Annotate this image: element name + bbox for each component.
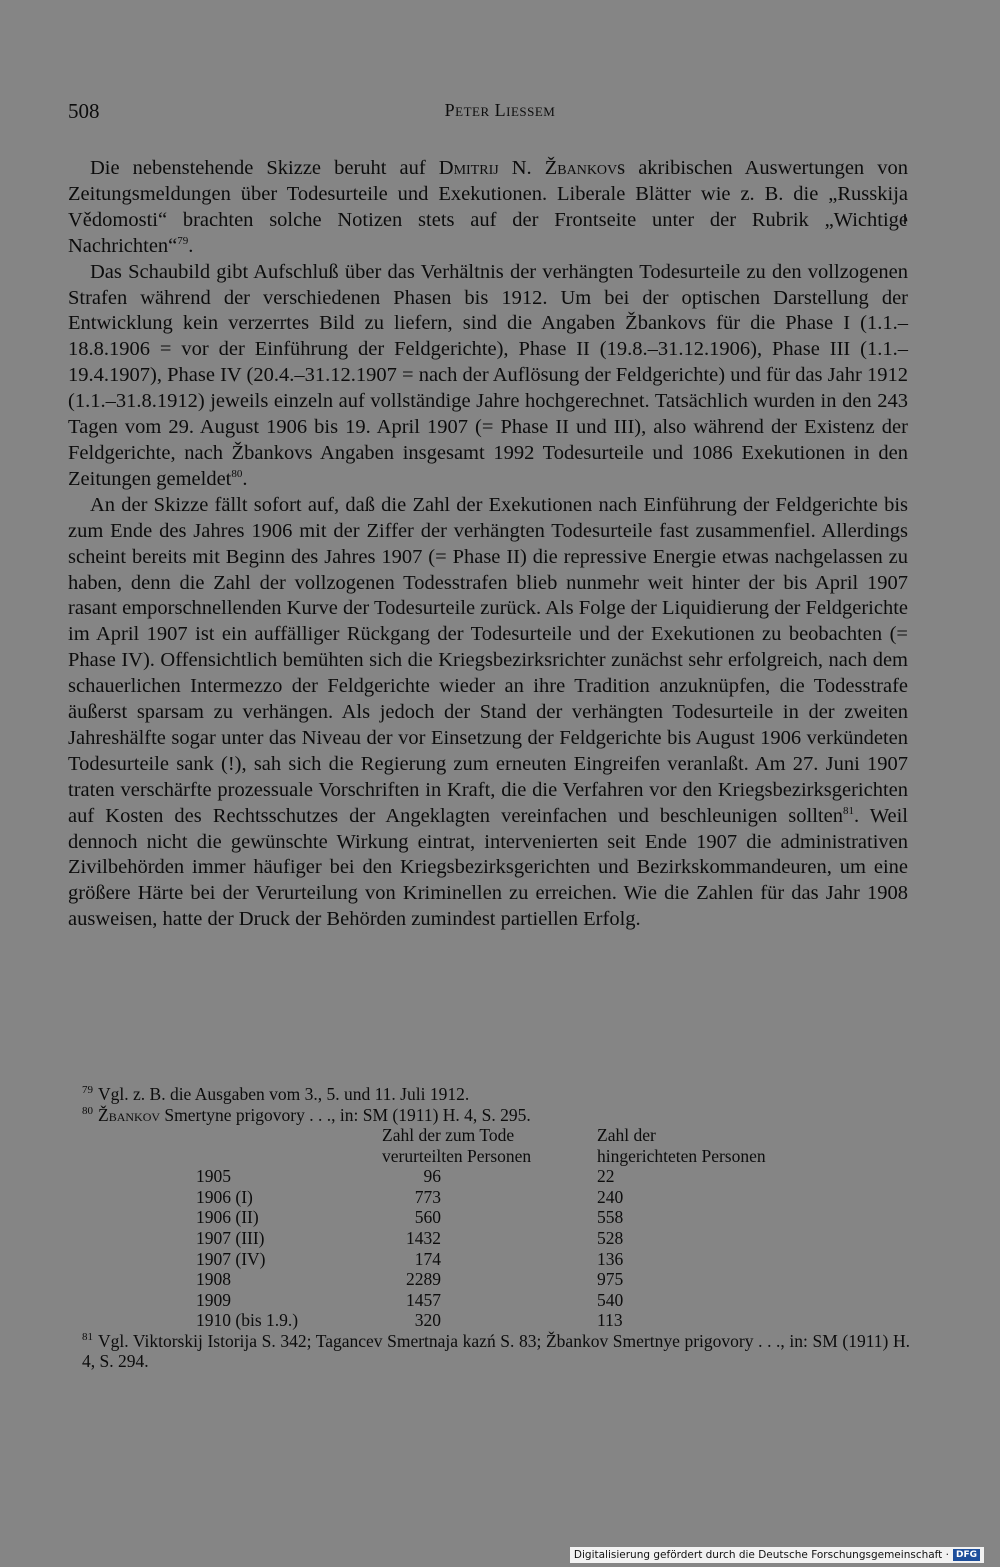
- paragraph-1-text: s akribischen Auswertungen von Zeitungsmeldungen über Todesurteile und Exekutionen. Liberale Blätter wie z. B. die „Russkija Vědomosti“ brachten solche Notizen stets auf der Frontseite unter der Rubrik „Wichtige Nachrichten“: [68, 157, 908, 257]
- cell-executed: 540: [597, 1289, 624, 1310]
- body-text: [68, 156, 908, 933]
- cell-period: 1906 (I): [196, 1186, 253, 1207]
- footnote-author: Žbankov: [98, 1104, 161, 1125]
- cell-convicted: 1457: [406, 1289, 441, 1310]
- header-executed: [597, 1125, 837, 1166]
- cell-period: 1907 (IV): [196, 1248, 266, 1269]
- footnote-text: Vgl. z. B. die Ausgaben vom 3., 5. und 11. Juli 1912.: [98, 1084, 470, 1104]
- cell-convicted: 96: [423, 1166, 441, 1187]
- table-row: [182, 1249, 837, 1270]
- table-row: [182, 1310, 837, 1331]
- footnote-text: Smertyne prigovory . . ., in: SM (1911) H. 4, S. 295.: [160, 1104, 531, 1125]
- dfg-logo: DFG: [953, 1549, 980, 1561]
- cell-convicted: 560: [414, 1207, 441, 1228]
- footnote-ref-79[interactable]: 79: [177, 234, 189, 247]
- digitization-credit: [570, 1547, 984, 1563]
- table-row: [182, 1207, 837, 1228]
- cell-convicted: 773: [414, 1186, 441, 1207]
- cell-period: 1909: [196, 1289, 231, 1310]
- table-row: [182, 1166, 837, 1187]
- footnote-number: 79: [82, 1084, 93, 1097]
- author-name: Dmitrij N. Žbankov: [438, 157, 618, 179]
- table-row: [182, 1290, 837, 1311]
- paragraph-3: [68, 493, 908, 933]
- footnote-81: [68, 1331, 910, 1372]
- footnote-ref-80[interactable]: 80: [231, 468, 243, 481]
- footnotes: [68, 1084, 910, 1372]
- statistics-table: [182, 1125, 837, 1331]
- header-executed-line-2: hingerichteten Personen: [597, 1145, 766, 1166]
- cell-convicted: 320: [414, 1310, 441, 1331]
- table-row: [182, 1269, 837, 1290]
- header-convicted-line-1: Zahl der zum Tode: [382, 1125, 515, 1145]
- page-number: 508: [68, 99, 100, 123]
- cell-period: 1910 (bis 1.9.): [196, 1310, 299, 1331]
- cell-period: 1908: [196, 1269, 231, 1290]
- cell-executed: 113: [597, 1310, 623, 1331]
- footnote-number: 80: [82, 1104, 93, 1117]
- paragraph-1-end: .: [188, 234, 194, 257]
- header-convicted: [382, 1125, 597, 1166]
- cell-executed: 558: [597, 1207, 624, 1228]
- header-period: [182, 1125, 382, 1166]
- paragraph-2-end: .: [242, 467, 248, 490]
- paragraph-2: [68, 260, 908, 493]
- paragraph-1-text-start: Die nebenstehende Skizze beruht auf: [90, 157, 439, 179]
- running-head: Peter Liessem: [444, 100, 556, 120]
- header-executed-line-1: Zahl der: [597, 1125, 656, 1145]
- paragraph-3-text: An der Skizze fällt sofort auf, daß die Zahl der Exekutionen nach Einführung der Feldgerichte bis zum Ende des Jahres 1906 mit der Ziffer der verhängten Todesurteile fast zusammenfiel. Allerdings scheint bereits mit Beginn des Jahres 1907 (= Phase II) die repressive Energie etwas nachgelassen zu haben, denn die Zahl der vollzogenen Todesstrafen blieb nunmehr weit hinter der bis April 1907 rasant emporschnellenden Kurve der Todesurteile zurück. Als Folge der Liquidierung der Feldgerichte im April 1907 ist ein auffälliger Rückgang der Todesurteile und der Exekutionen zu beobachten (= Phase IV). Offensichtlich bemühten sich die Kriegsbezirksrichter zunächst sehr erfolgreich, nach dem schauerlichen Intermezzo der Feldgerichte wieder an ihre Tradition anzuknüpfen, die Todesstrafe äußerst sparsam zu verhängen. Als jedoch der Stand der verhängten Todesurteile in der zweiten Jahreshälfte sogar unter das Niveau der vor Einsetzung der Feldgerichte bis August 1906 verkündeten Todesurteile sank (!), sah sich die Regierung zum erneuten Eingreifen veranlaßt. Am 27. Juni 1907 traten verschärfte prozessuale Vorschriften in Kraft, die die Verfahren vor den Kriegsbezirksgerichten auf Kosten des Rechtsschutzes der Angeklagten vereinfachen und beschleunigen sollten: [68, 493, 908, 827]
- table-row: [182, 1228, 837, 1249]
- footnote-80: [68, 1105, 910, 1126]
- paragraph-3-text-end: . Weil dennoch nicht die gewünschte Wirkung eintrat, intervenierten seit Ende 1907 die administrativen Zivilbehörden immer häufiger bei den Kriegsbezirksgerichten und Bezirkskommandeuren, um eine größere Härte bei der Verurteilung von Kriminellen zu erreichen. Wie die Zahlen für das Jahr 1908 ausweisen, hatte der Druck der Behörden zumindest partiellen Erfolg.: [68, 804, 908, 931]
- cell-executed: 975: [597, 1269, 624, 1290]
- cell-executed: 240: [597, 1186, 624, 1207]
- cell-convicted: 2289: [406, 1269, 441, 1290]
- footnote-ref-81[interactable]: 81: [842, 804, 854, 817]
- cell-convicted: 174: [414, 1248, 441, 1269]
- header-convicted-line-2: verurteilten Personen: [382, 1145, 532, 1166]
- footnote-text: Vgl. Viktorskij Istorija S. 342; Tagancev Smertnaja kazń S. 83; Žbankov Smertnye prigovory . . ., in: SM (1911) H. 4, S. 294.: [82, 1330, 910, 1372]
- cell-convicted: 1432: [406, 1227, 441, 1248]
- footnote-79: [68, 1084, 910, 1105]
- cell-period: 1907 (III): [196, 1227, 265, 1248]
- cell-executed: 528: [597, 1227, 624, 1248]
- cell-executed: 22: [597, 1166, 615, 1187]
- credit-text: Digitalisierung gefördert durch die Deutsche Forschungsgemeinschaft ·: [573, 1549, 949, 1561]
- cell-period: 1906 (II): [196, 1207, 259, 1228]
- table-row: [182, 1187, 837, 1208]
- table-header-row: [182, 1125, 837, 1166]
- cell-executed: 136: [597, 1248, 624, 1269]
- paragraph-1: [68, 156, 908, 260]
- footnote-number: 81: [82, 1331, 93, 1344]
- paragraph-2-text: Das Schaubild gibt Aufschluß über das Verhältnis der verhängten Todesurteile zu den vollzogenen Strafen während der verschiedenen Phasen bis 1912. Um bei der optischen Darstellung der Entwicklung kein verzerrtes Bild zu liefern, sind die Angaben Žbankovs für die Phase I (1.1.–18.8.1906 = vor der Einführung der Feldgerichte), Phase II (19.8.–31.12.1906), Phase III (1.1.–19.4.1907), Phase IV (20.4.–31.12.1907 = nach der Auflösung der Feldgerichte) und für das Jahr 1912 (1.1.–31.8.1912) jeweils einzeln auf vollständige Jahre hochgerechnet. Tatsächlich wurden in den 243 Tagen vom 29. August 1906 bis 19. April 1907 (= Phase II und III), also während der Existenz der Feldgerichte, nach Žbankovs Angaben insgesamt 1992 Todesurteile und 1086 Exekutionen in den Zeitungen gemeldet: [68, 260, 908, 490]
- cell-period: 1905: [196, 1166, 231, 1187]
